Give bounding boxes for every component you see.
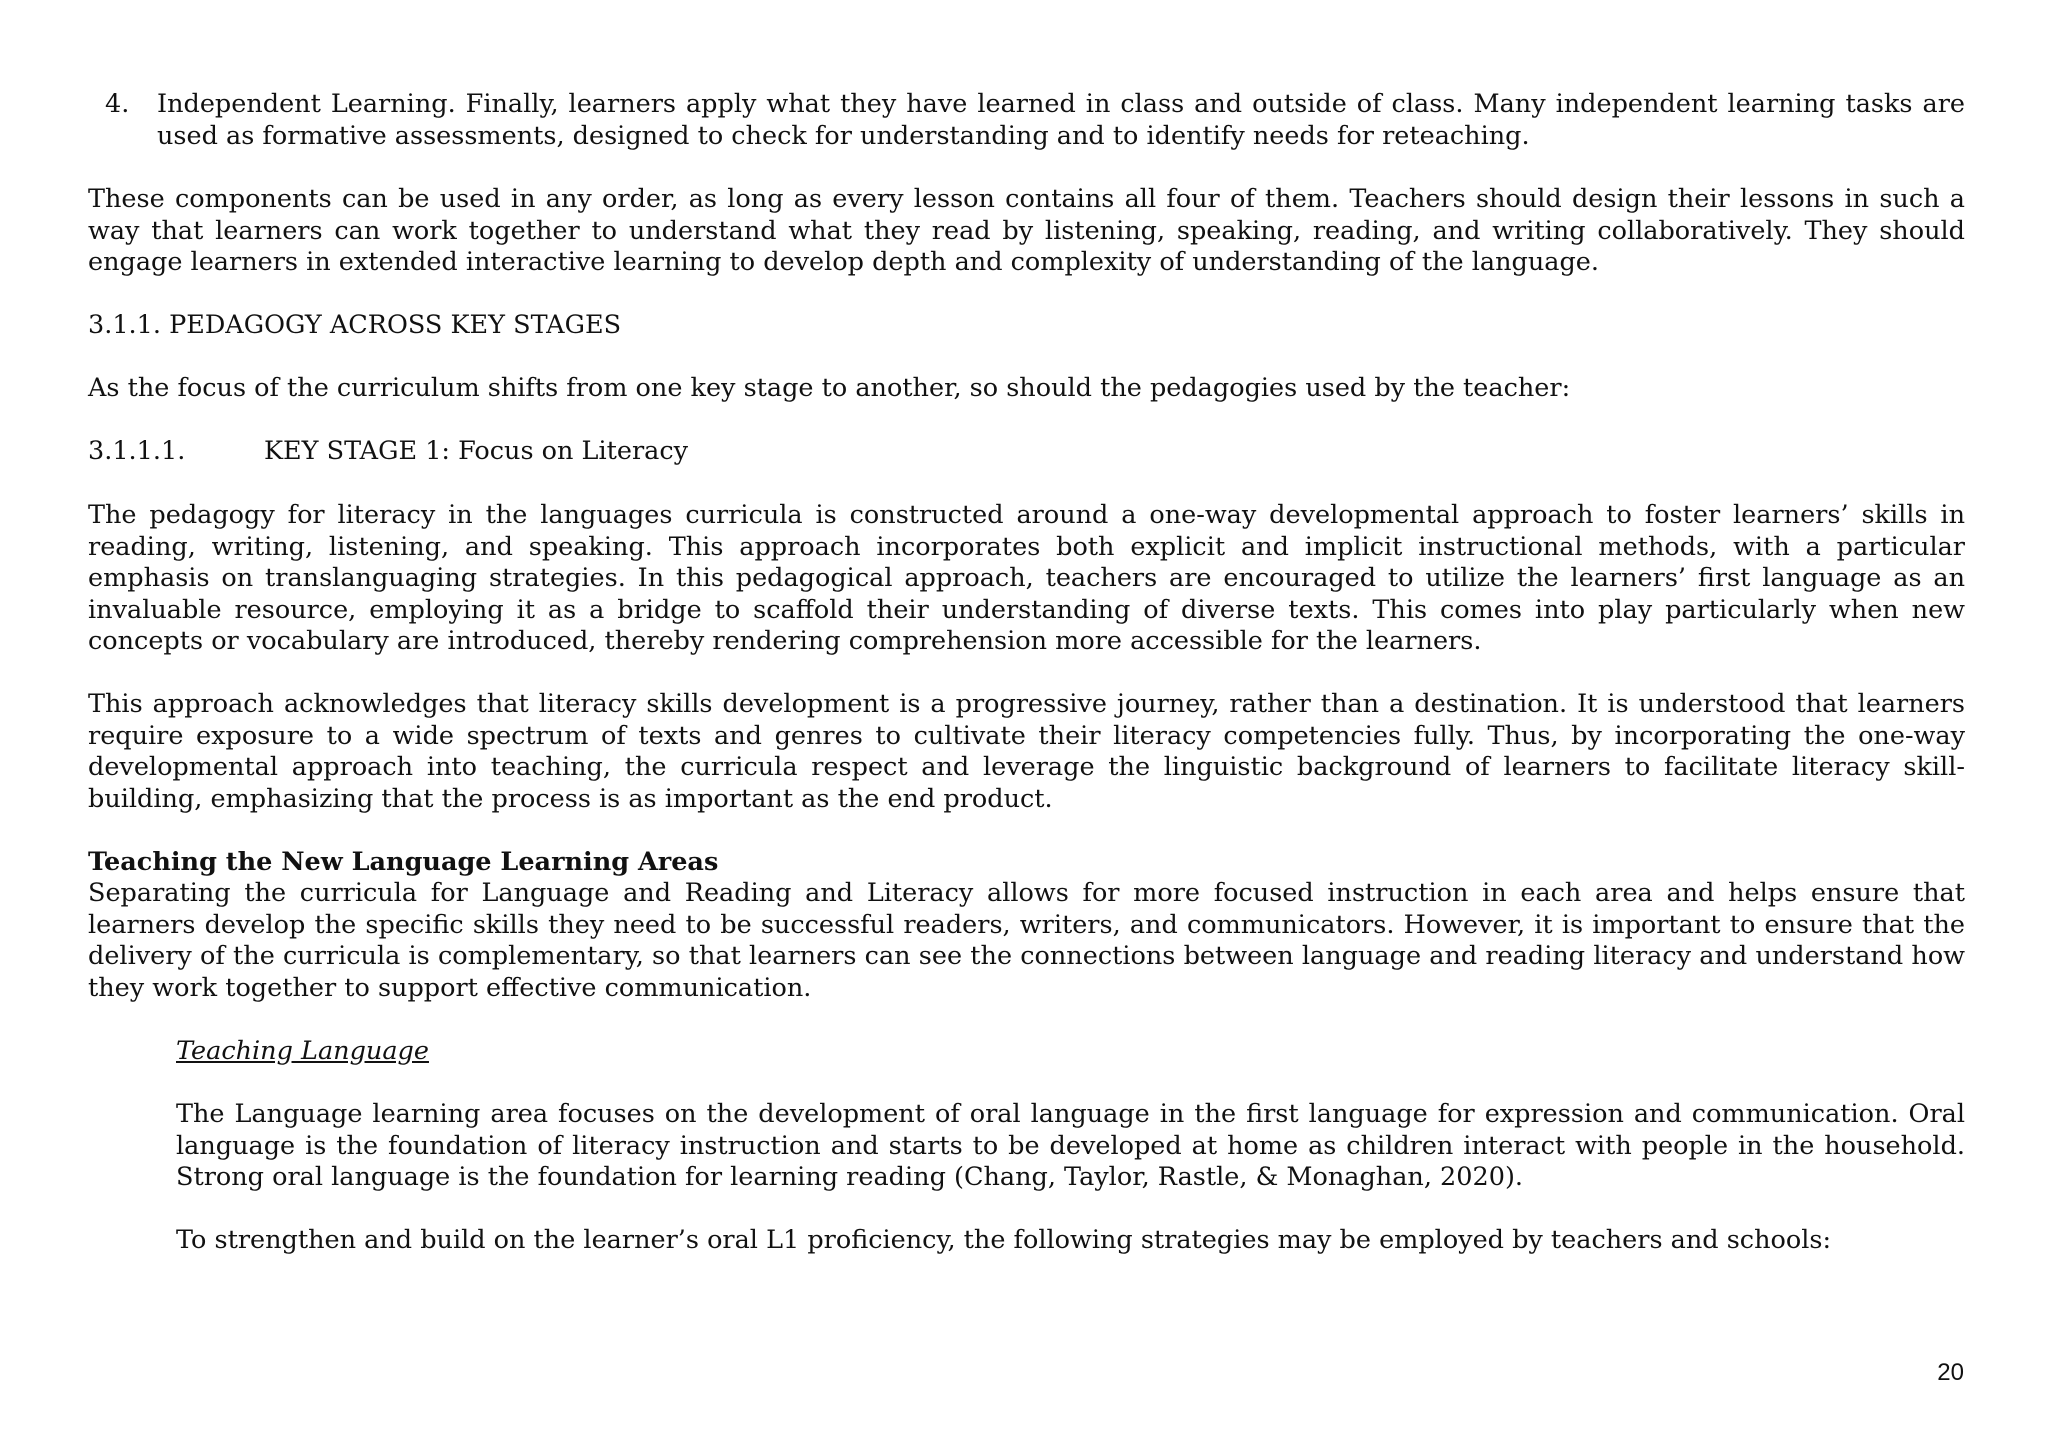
list-number: 4. [105, 89, 130, 119]
paragraph-strengthen: To strengthen and build on the learner’s oral L1 proficiency, the following strategies may be employed by teachers and schools: [176, 1225, 1832, 1255]
paragraph-focus: As the focus of the curriculum shifts from one key stage to another, so should the pedagogies used by the teacher: [88, 373, 1571, 403]
paragraph-components: These components can be used in any order, as long as every lesson contains all four of them. Teachers should design their lessons in such a way that learners can work together to understand what they read by listening, speaking, reading, and writing collaboratively. They should engage learners in extended interactive learning to develop depth and complexity of understanding of the language. [88, 184, 1965, 277]
paragraph-separating: Separating the curricula for Language and Reading and Literacy allows for more focused instruction in each area and helps ensure that learners develop the specific skills they need to be successful readers, writers, and communicators. However, it is important to ensure that the delivery of the curricula is complementary, so that learners can see the connections between language and reading literacy and understand how they work together to support effective communication. [88, 878, 1965, 1003]
list-item-text: Independent Learning. Finally, learners apply what they have learned in class and outside of class. Many independent learning tasks are used as formative assessments, designed to check for understanding and to identify needs for reteaching. [157, 89, 1965, 151]
section-heading-3-1-1: 3.1.1. PEDAGOGY ACROSS KEY STAGES [88, 310, 622, 340]
paragraph-pedagogy: The pedagogy for literacy in the languages curricula is constructed around a one-way developmental approach to foster learners’ skills in reading, writing, listening, and speaking. This approach incorporates both explicit and implicit instructional methods, with a particular emphasis on translanguaging strategies. In this pedagogical approach, teachers are encouraged to utilize the learners’ first language as an invaluable resource, employing it as a bridge to scaffold their understanding of diverse texts. This comes into play particularly when new concepts or vocabulary are introduced, thereby rendering comprehension more accessible for the learners. [88, 500, 1965, 656]
subsection-title: KEY STAGE 1: Focus on Literacy [264, 436, 689, 466]
subheading-teaching-language [176, 1036, 1965, 1068]
subsection-number: 3.1.1.1. [88, 436, 186, 466]
page-number: 20 [1937, 1359, 1964, 1386]
subheading-text: Teaching Language [176, 1036, 429, 1066]
paragraph-language-area: The Language learning area focuses on the development of oral language in the first language for expression and communication. Oral language is the foundation of literacy instruction and starts to be developed at home as children interact with people in the household. Strong oral language is the foundation for learning reading (Chang, Taylor, Rastle, & Monaghan, 2020). [176, 1099, 1965, 1192]
subsection-heading-3-1-1-1 [0, 436, 2048, 468]
heading-teaching-new-language-areas: Teaching the New Language Learning Areas [88, 847, 719, 877]
paragraph-approach: This approach acknowledges that literacy skills development is a progressive journey, rather than a destination. It is understood that learners require exposure to a wide spectrum of texts and genres to cultivate their literacy competencies fully. Thus, by incorporating the one-way developmental approach into teaching, the curricula respect and leverage the linguistic background of learners to facilitate literacy skill-building, emphasizing that the process is as important as the end product. [88, 689, 1965, 814]
